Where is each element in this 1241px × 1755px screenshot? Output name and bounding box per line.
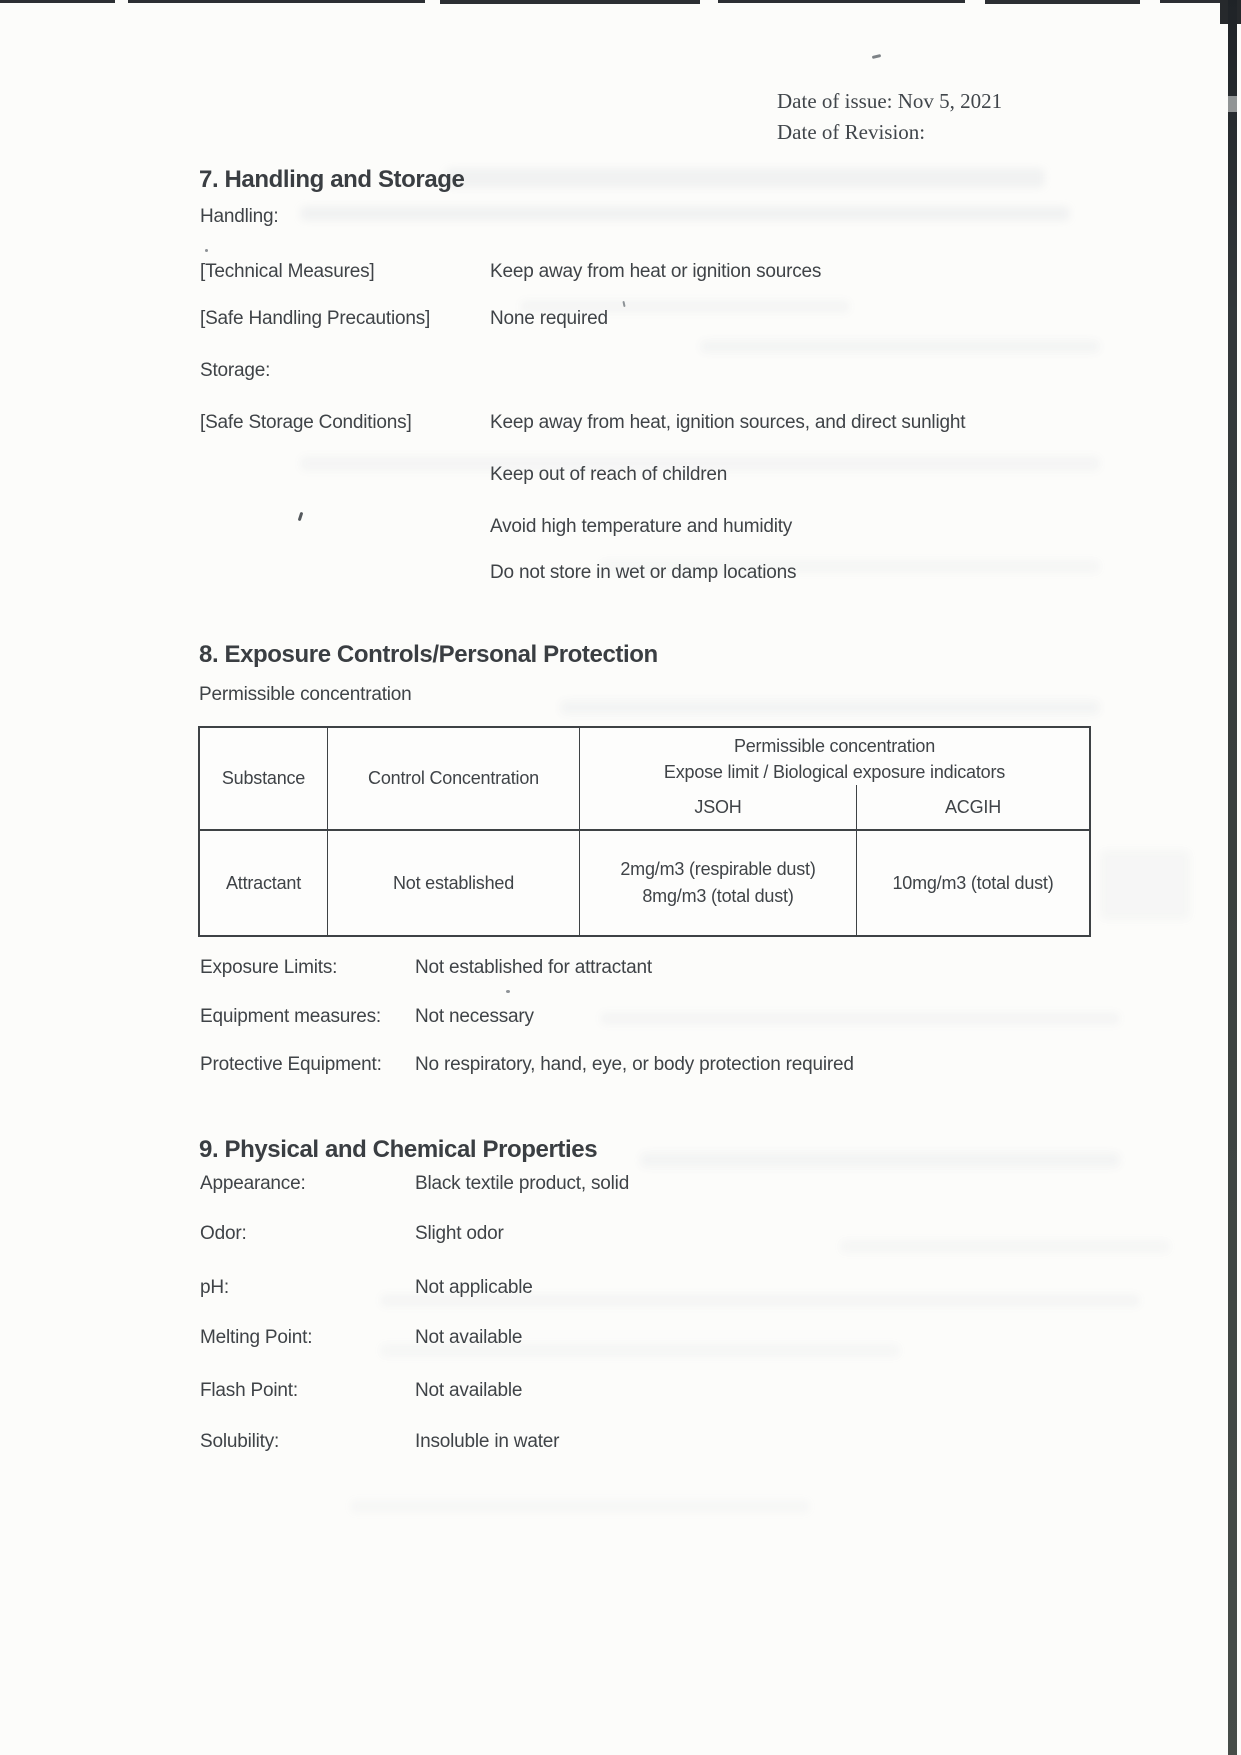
protective-equipment-label: Protective Equipment: [200,1054,382,1075]
header-permissible-subtitle: Expose limit / Biological exposure indicators [663,762,1006,782]
cell-jsoh-line1: 2mg/m3 (respirable dust) [620,859,816,879]
odor-label: Odor: [200,1223,247,1244]
storage-continuation-1: Keep out of reach of children [490,464,728,485]
storage-continuation-3: Do not store in wet or damp locations [490,562,797,583]
section9-title: 9. Physical and Chemical Properties [199,1136,598,1163]
scan-right-edge-artifact [1228,0,1237,1755]
appearance-value: Black textile product, solid [415,1173,630,1194]
equipment-measures-value: Not necessary [415,1006,534,1027]
cell-acgih: 10mg/m3 (total dust) [892,872,1054,893]
technical-measures-value: Keep away from heat or ignition sources [490,261,822,282]
ph-value: Not applicable [415,1277,533,1298]
exposure-limits-value: Not established for attractant [415,957,652,978]
solubility-label: Solubility: [200,1431,280,1452]
flash-point-label: Flash Point: [200,1380,298,1401]
handling-label: Handling: [200,206,279,227]
section8-title: 8. Exposure Controls/Personal Protection [199,641,658,668]
section7-title: 7. Handling and Storage [199,166,465,193]
safe-handling-value: None required [490,308,608,329]
document-header [777,86,1002,148]
permissible-concentration-table [198,726,1091,937]
melting-point-value: Not available [415,1327,523,1348]
date-of-revision: Date of Revision: [777,120,926,144]
cell-control-concentration: Not established [328,831,580,935]
flash-point-value: Not available [415,1380,523,1401]
header-jsoh: JSOH [580,785,857,829]
ph-label: pH: [200,1277,229,1298]
safe-handling-label: [Safe Handling Precautions] [200,308,431,329]
protective-equipment-value: No respiratory, hand, eye, or body protection required [415,1054,854,1075]
storage-continuation-2: Avoid high temperature and humidity [490,516,793,537]
melting-point-label: Melting Point: [200,1327,313,1348]
safe-storage-value: Keep away from heat, ignition sources, and direct sunlight [490,412,966,433]
header-substance: Substance [200,728,328,829]
cell-jsoh [580,831,857,935]
cell-jsoh-line2: 8mg/m3 (total dust) [642,886,794,906]
appearance-label: Appearance: [200,1173,306,1194]
odor-value: Slight odor [415,1223,504,1244]
storage-label: Storage: [200,360,271,381]
header-acgih: ACGIH [944,796,1001,817]
exposure-limits-label: Exposure Limits: [200,957,338,978]
permissible-concentration-subtitle: Permissible concentration [199,684,412,705]
table-header [200,728,1089,831]
header-permissible-group [580,728,1089,829]
header-control-concentration: Control Concentration [328,728,580,829]
technical-measures-label: [Technical Measures] [200,261,375,282]
cell-substance: Attractant [200,831,328,935]
header-permissible-title: Permissible concentration [733,736,936,756]
safe-storage-label: [Safe Storage Conditions] [200,412,412,433]
table-row-attractant [200,831,1089,935]
equipment-measures-label: Equipment measures: [200,1006,382,1027]
date-of-issue: Date of issue: Nov 5, 2021 [777,89,1003,113]
scan-right-edge-gap [1228,96,1237,112]
solubility-value: Insoluble in water [415,1431,560,1452]
